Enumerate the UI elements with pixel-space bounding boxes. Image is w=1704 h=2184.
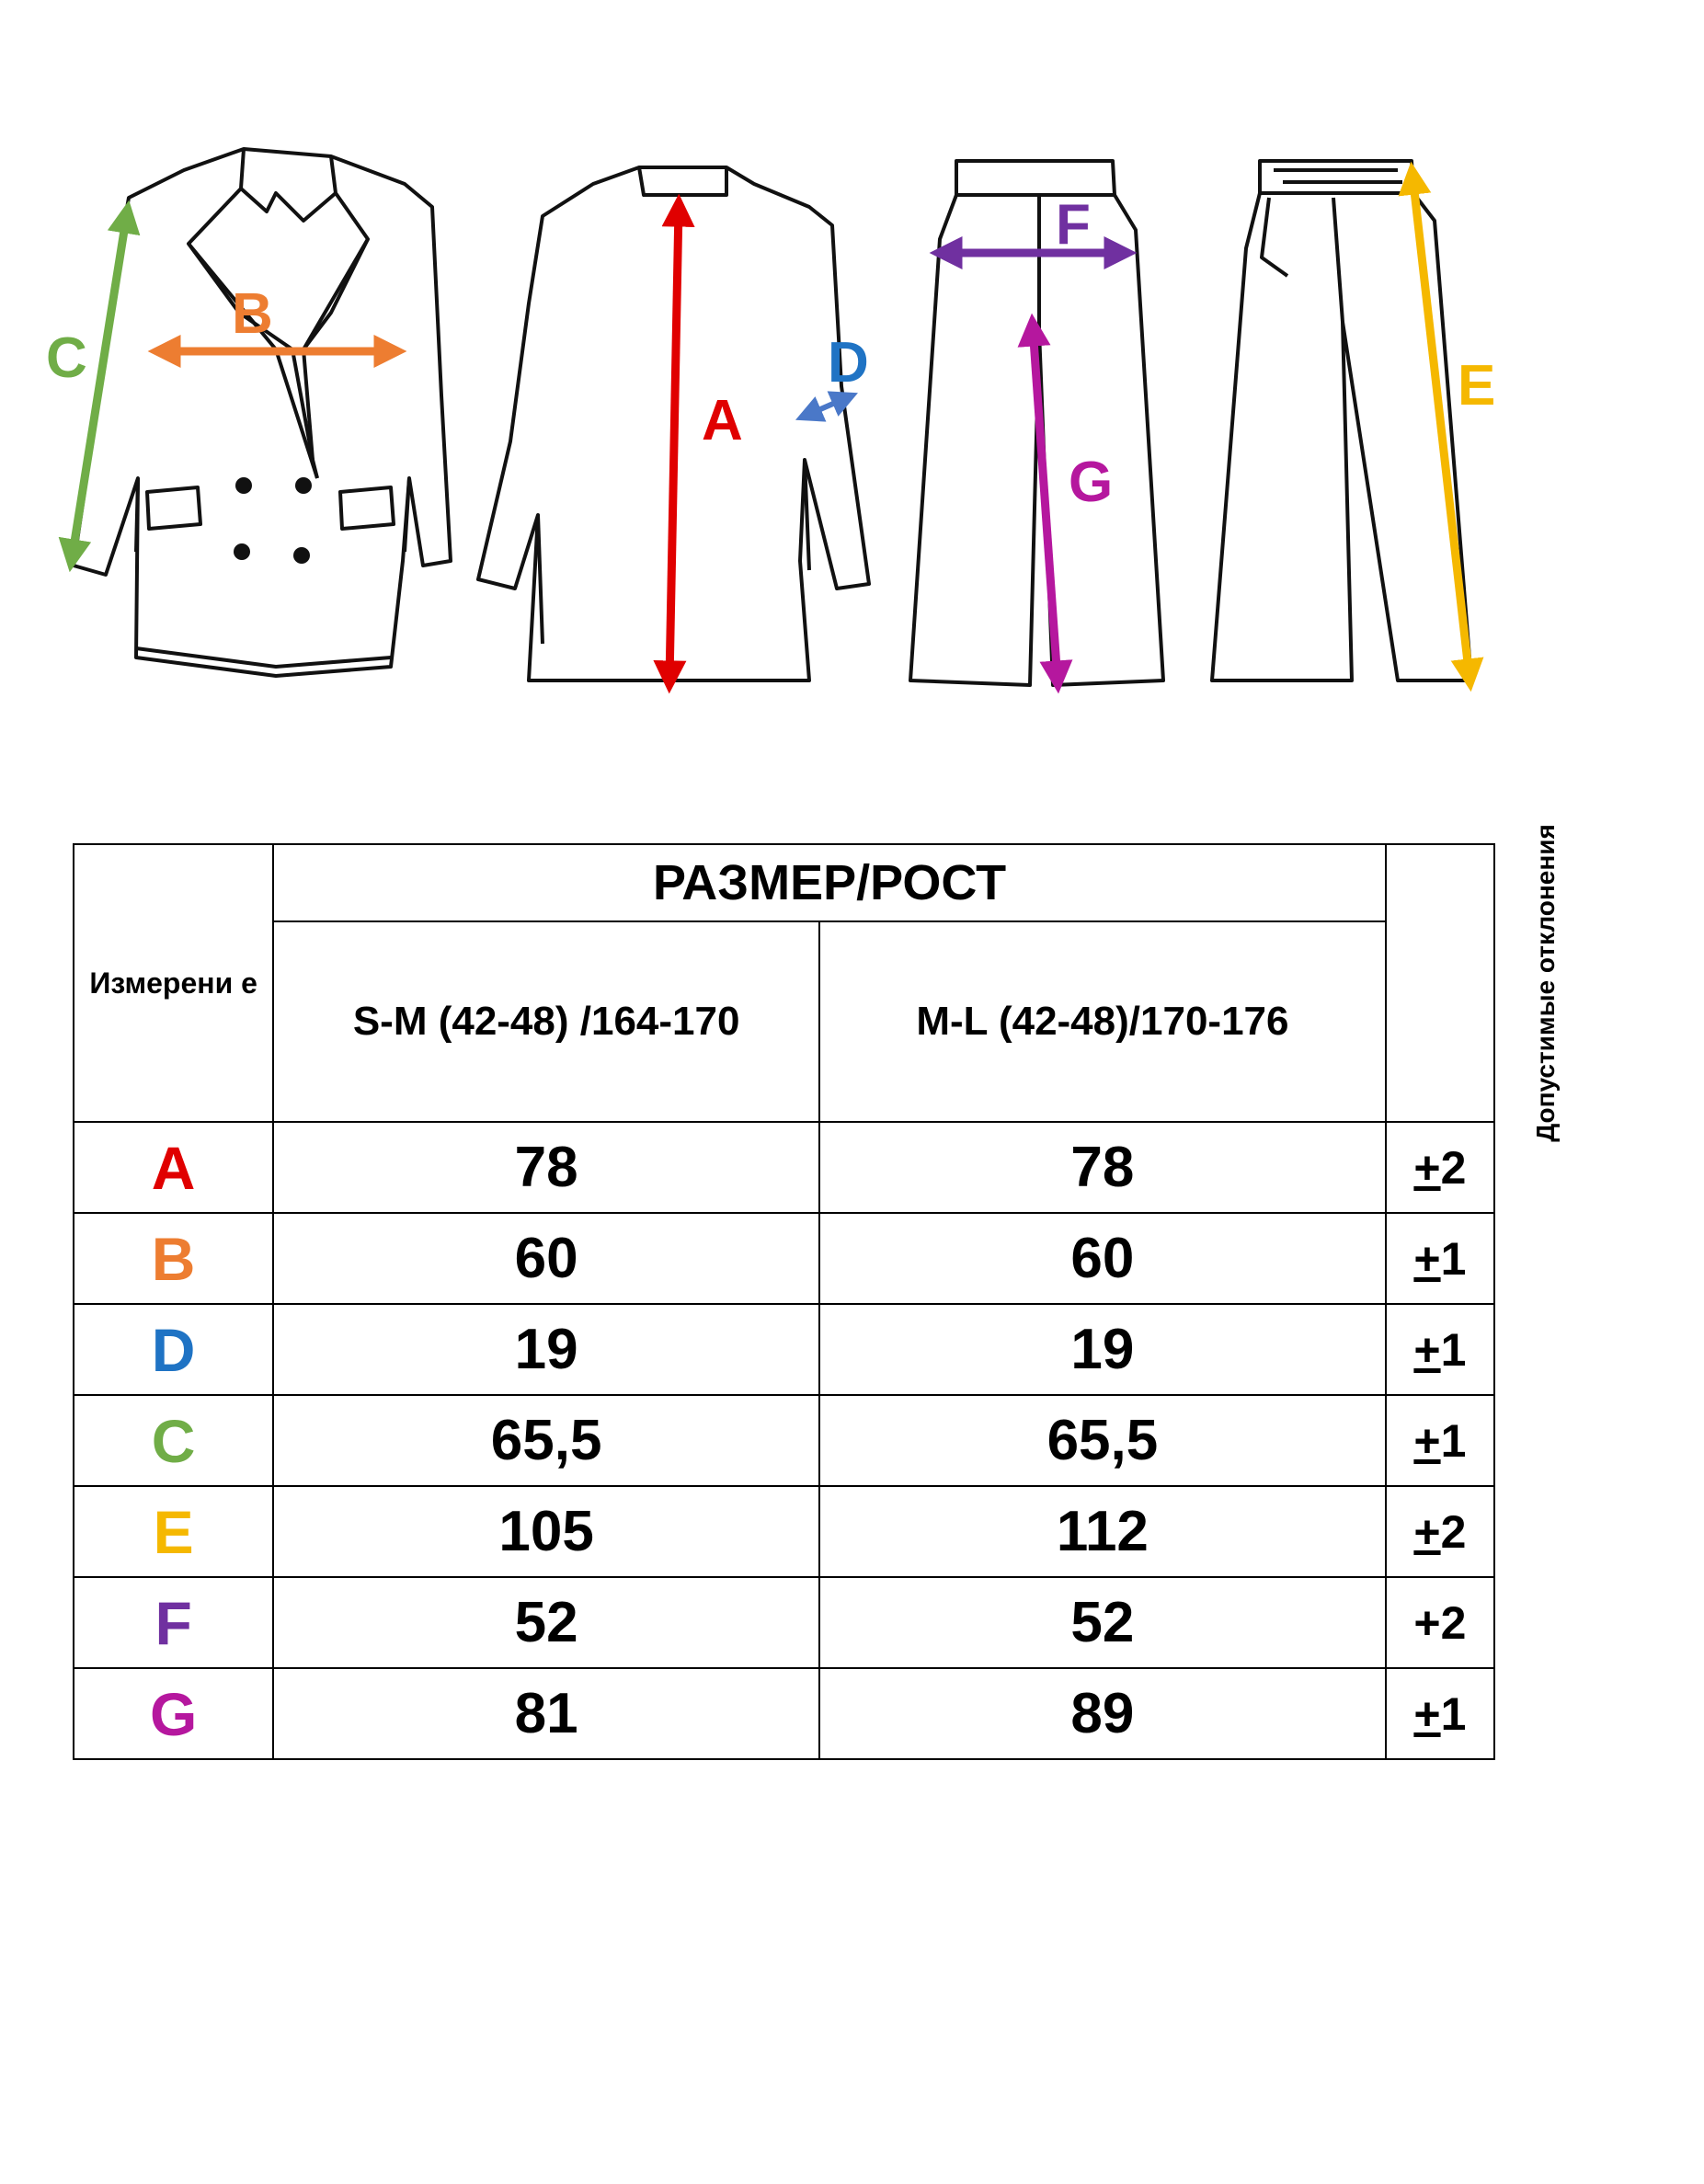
jacket-front-sketch <box>74 149 451 676</box>
value-sm: 81 <box>273 1668 819 1759</box>
value-sm: 78 <box>273 1122 819 1213</box>
header-tolerance <box>1386 824 1560 1142</box>
value-sm: 52 <box>273 1577 819 1668</box>
plus-minus-sign: + <box>1413 1323 1441 1376</box>
table-row <box>74 1213 1494 1304</box>
table-row <box>74 1577 1494 1668</box>
table-row <box>74 1304 1494 1395</box>
table-row <box>74 1486 1494 1577</box>
plus-minus-sign: + <box>1413 1687 1441 1740</box>
value-sm: 105 <box>273 1486 819 1577</box>
header-col-sm: S-M (42-48) /164-170 <box>273 921 819 1122</box>
table-row <box>74 1668 1494 1759</box>
measurement-letter: F <box>74 1577 273 1668</box>
measurement-letter: G <box>74 1668 273 1759</box>
garment-measurement-diagram <box>0 0 1545 699</box>
tolerance-number: 2 <box>1440 1505 1467 1558</box>
tolerance-value <box>1386 1304 1494 1395</box>
trousers-side-sketch <box>1212 161 1471 680</box>
value-ml: 78 <box>819 1122 1386 1213</box>
tolerance-number: 1 <box>1440 1232 1467 1285</box>
measurement-letter: E <box>74 1486 273 1577</box>
tolerance-number: 1 <box>1440 1323 1467 1376</box>
tolerance-value <box>1386 1213 1494 1304</box>
jacket-buttons <box>234 477 312 564</box>
tolerance-value <box>1386 1577 1494 1668</box>
tolerance-label: Допустимые отклонения <box>1530 824 1560 1142</box>
header-size-height: РАЗМЕР/РОСТ <box>273 844 1386 921</box>
tolerance-value <box>1386 1122 1494 1213</box>
value-sm: 60 <box>273 1213 819 1304</box>
tolerance-number: 2 <box>1440 1596 1467 1649</box>
measurement-letter: D <box>74 1304 273 1395</box>
plus-minus-sign: + <box>1413 1141 1441 1194</box>
plus-minus-sign: + <box>1413 1596 1441 1649</box>
arrow-e <box>1412 175 1470 679</box>
value-ml: 60 <box>819 1213 1386 1304</box>
value-ml: 65,5 <box>819 1395 1386 1486</box>
tolerance-number: 2 <box>1440 1141 1467 1194</box>
arrow-d <box>806 397 848 416</box>
measurement-letter: B <box>74 1213 273 1304</box>
tolerance-value <box>1386 1486 1494 1577</box>
tolerance-number: 1 <box>1440 1687 1467 1740</box>
arrow-a <box>669 207 679 680</box>
label-e: E <box>1458 354 1496 417</box>
table-row <box>74 1395 1494 1486</box>
tolerance-value <box>1386 1395 1494 1486</box>
value-ml: 19 <box>819 1304 1386 1395</box>
tolerance-value <box>1386 1668 1494 1759</box>
plus-minus-sign: + <box>1413 1414 1441 1467</box>
label-g: G <box>1069 451 1114 514</box>
tolerance-number: 1 <box>1440 1414 1467 1467</box>
plus-minus-sign: + <box>1413 1232 1441 1285</box>
label-a: A <box>702 389 743 452</box>
size-chart-table <box>73 824 1560 1760</box>
label-c: C <box>46 326 87 390</box>
measurement-letter: A <box>74 1122 273 1213</box>
value-sm: 19 <box>273 1304 819 1395</box>
label-d: D <box>828 331 869 394</box>
header-col-ml: M-L (42-48)/170-176 <box>819 921 1386 1122</box>
plus-minus-sign: + <box>1413 1505 1441 1558</box>
value-ml: 52 <box>819 1577 1386 1668</box>
value-ml: 89 <box>819 1668 1386 1759</box>
measurement-letter: C <box>74 1395 273 1486</box>
value-ml: 112 <box>819 1486 1386 1577</box>
table-row <box>74 1122 1494 1213</box>
value-sm: 65,5 <box>273 1395 819 1486</box>
label-b: B <box>232 282 273 346</box>
label-f: F <box>1056 193 1091 257</box>
header-measurement: Измерени е <box>74 844 273 1122</box>
